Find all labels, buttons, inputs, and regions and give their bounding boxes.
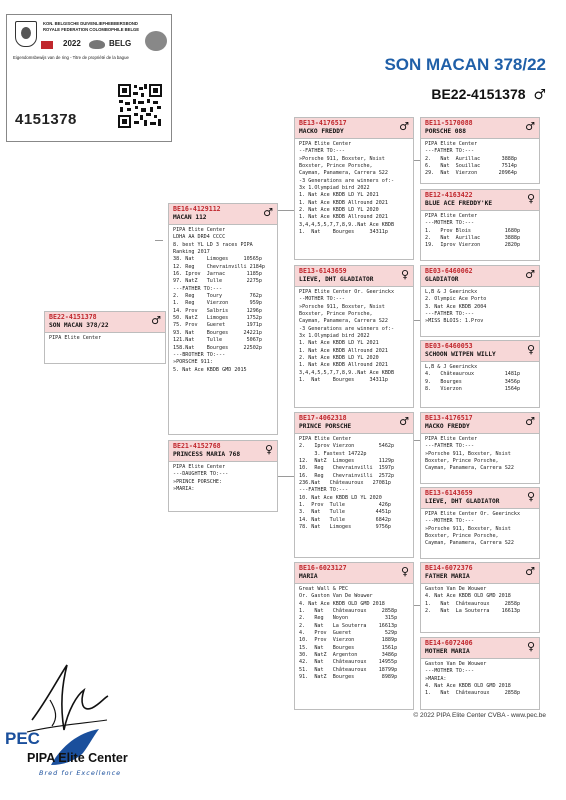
male-symbol-icon: ♂ bbox=[533, 87, 546, 103]
card-ring-id: BE03-6460062 bbox=[425, 267, 473, 275]
sex-symbol-icon: ♂ bbox=[399, 120, 409, 133]
card-pigeon-name: BLUE ACE FREDDY'KE bbox=[425, 200, 493, 207]
page-title: SON MACAN 378/22 bbox=[384, 55, 546, 74]
card-pigeon-name: MACAN 112 bbox=[173, 214, 207, 221]
pedigree-card-ggp-5 bbox=[420, 412, 540, 484]
card-pigeon-name: PRINCE PORSCHE bbox=[299, 423, 352, 430]
pedigree-card-dam bbox=[168, 440, 278, 512]
pedigree-card-ggp-4 bbox=[420, 340, 540, 408]
card-pigeon-name: FATHER MARIA bbox=[425, 573, 470, 580]
card-details: PIPA Elite Center bbox=[49, 335, 102, 341]
logo-tagline: Bred for Excellence bbox=[39, 769, 122, 777]
sex-symbol-icon: ♂ bbox=[151, 314, 161, 327]
card-details: Great Wall & PEC Or. Gaston Van De Wouwer 4. Nat Ace KBDB OLD GMD 2018 1. Nat Châteauroux 2858p 2. Reg Noyon 315p 2. Nat La Souterra 16613p 4. Prov Gueret 529p 10. Prov Vierzon 1889p 15. Nat Bourges 1561p 30. NatZ Argenton 3486p 42. Nat Châteauroux 14955p 51. Nat Châteauroux 18799p 91. NatZ Bourges 8989p bbox=[299, 586, 398, 681]
sex-symbol-icon: ♂ bbox=[525, 120, 535, 133]
sex-symbol-icon: ♀ bbox=[400, 565, 409, 578]
sex-symbol-icon: ♀ bbox=[526, 640, 535, 653]
card-ring-id: BE14-6072376 bbox=[425, 564, 473, 572]
card-pigeon-name: GLADIATOR bbox=[425, 276, 459, 283]
card-ring-id: BE21-4152768 bbox=[173, 442, 221, 450]
card-details: PIPA Elite Center LDHA AA DRD4 CCCC 8. best YL LD 3 races PIPA Ranking 2017 38. Nat Limoges 10565p 12. Reg Chevrainvilli 2184p 16. Iprov Jarnac 1185p 97. NatZ Tulle 2275p ---FATHER TO:--- 2. Reg Toury 762p 1. Reg Vierzon 959p 14. Prov Salbris 1296p 50. NatZ Limoges 1752p 75. Prov Gueret 1971p 93. Nat Bourges 24221p 121.Nat Tulle 5067p 158.Nat Bourges 22502p ---BROTHER TO:--- »PORSCHE 911: 5. Nat Ace KBDB GMD 2015 bbox=[173, 227, 266, 373]
card-pigeon-name: PRINCESS MARIA 768 bbox=[173, 451, 241, 458]
sex-symbol-icon: ♀ bbox=[526, 343, 535, 356]
pedigree-card-ggp-2 bbox=[420, 189, 540, 261]
org-line-1: KON. BELGISCHE DUIVENLIEFHEBBERSBOND bbox=[43, 21, 138, 26]
pigeon-stamp-icon bbox=[145, 31, 167, 51]
card-header bbox=[169, 204, 277, 225]
qr-code-icon bbox=[117, 83, 163, 129]
pedigree-card-ggp-7 bbox=[420, 562, 540, 633]
card-pigeon-name: LIEVE, DHT GLADIATOR bbox=[425, 498, 500, 505]
ring-year: 2022 bbox=[63, 39, 81, 48]
ring-certificate bbox=[6, 14, 172, 142]
connector-line bbox=[278, 476, 294, 477]
card-ring-id: BE13-6143659 bbox=[299, 267, 347, 275]
card-ring-id: BE13-6143659 bbox=[425, 489, 473, 497]
card-details: PIPA Elite Center ---FATHER TO:--- 2. Nat Aurillac 3888p 6. Nat Souillac 7514p 29. Nat Vierzon 20964p bbox=[425, 141, 518, 177]
pedigree-card-sire bbox=[168, 203, 278, 435]
card-pigeon-name: MACKO FREDDY bbox=[299, 128, 344, 135]
sex-symbol-icon: ♂ bbox=[263, 206, 273, 219]
sex-symbol-icon: ♀ bbox=[264, 443, 273, 456]
card-header bbox=[295, 118, 413, 139]
card-header bbox=[421, 266, 539, 287]
ring-id-text: BE22-4151378 bbox=[431, 86, 526, 102]
card-ring-id: BE03-6460053 bbox=[425, 342, 473, 350]
pec-logo-text: PEC bbox=[5, 729, 40, 748]
sex-symbol-icon: ♀ bbox=[526, 192, 535, 205]
card-pigeon-name: PORSCHE 088 bbox=[425, 128, 466, 135]
card-ring-id: BE16-4129112 bbox=[173, 205, 221, 213]
flag-red-icon bbox=[41, 41, 53, 49]
pedigree-card-subject bbox=[44, 311, 166, 364]
card-header bbox=[421, 190, 539, 211]
card-header bbox=[421, 563, 539, 584]
card-details: PIPA Elite Center ---FATHER TO:--- »Porsche 911, Boxster, Nsist Boxster, Prince Porsche, Cayman, Panamera, Carrera S22 bbox=[425, 436, 514, 472]
card-header bbox=[421, 638, 539, 659]
kbdb-logo-icon bbox=[15, 21, 37, 47]
card-pigeon-name: MACKO FREDDY bbox=[425, 423, 470, 430]
card-pigeon-name: SON MACAN 378/22 bbox=[49, 322, 109, 329]
pec-logo bbox=[5, 727, 185, 787]
pedigree-card-ggp-1 bbox=[420, 117, 540, 184]
sex-symbol-icon: ♂ bbox=[525, 268, 535, 281]
card-ring-id: BE14-6072406 bbox=[425, 639, 473, 647]
card-header bbox=[295, 413, 413, 434]
card-ring-id: BE13-4176517 bbox=[425, 414, 473, 422]
sex-symbol-icon: ♀ bbox=[526, 490, 535, 503]
sex-symbol-icon: ♀ bbox=[400, 268, 409, 281]
sex-symbol-icon: ♂ bbox=[525, 415, 535, 428]
card-header bbox=[45, 312, 165, 333]
org-line-2: ROYALE FEDERATION COLOMBOPHILE BELGE bbox=[43, 27, 140, 32]
sex-symbol-icon: ♂ bbox=[525, 565, 535, 578]
card-details: Gaston Van De Wouwer 4. Nat Ace KBDB OLD GMD 2018 1. Nat Châteauroux 2858p 2. Nat La Souterra 16613p bbox=[425, 586, 521, 615]
pedigree-card-sire-sire bbox=[294, 117, 414, 260]
card-ring-id: BE16-6023127 bbox=[299, 564, 347, 572]
card-ring-id: BE12-4163422 bbox=[425, 191, 473, 199]
card-pigeon-name: MOTHER MARIA bbox=[425, 648, 470, 655]
connector-line bbox=[278, 210, 294, 211]
card-details: L,B & J Geerinckx 2. Olympic Ace Porto 3. Nat Ace KBDB 2004 ---FATHER TO:--- »MISS BLOIS: 1.Prov bbox=[425, 289, 487, 325]
card-header bbox=[169, 441, 277, 462]
card-header bbox=[421, 488, 539, 509]
pedigree-card-dam-sire bbox=[294, 412, 414, 558]
sex-symbol-icon: ♂ bbox=[399, 415, 409, 428]
card-details: PIPA Elite Center ---MOTHER TO:--- 1. Prov Blois 1680p 2. Nat Aurillac 3888p 19. Iprov Vierzon 2820p bbox=[425, 213, 521, 249]
card-ring-id: BE11-5170088 bbox=[425, 119, 473, 127]
card-details: PIPA Elite Center 2. Iprov Vierzon 5462p 3. Fastest 14722p 12. NatZ Limoges 1129p 10. Reg Chevrainvilli 1597p 16. Reg Chevrainvilli 2572p 236.Nat Châteauroux 27081p ---FATHER TO:--- 10. Nat Ace KBDB LD YL 2020 1. Prov Tulle 426p 3. Nat Tulle 4451p 14. Nat Tulle 6842p 78. Nat Limoges 9756p bbox=[299, 436, 395, 531]
copyright-text: © 2022 PIPA Elite Center CVBA - www.pec.be bbox=[413, 712, 546, 719]
card-details: Gaston Van De Wouwer ---MOTHER TO:--- »MARIA: 4. Nat Ace KBDB OLD GMD 2018 1. Nat Châteauroux 2858p bbox=[425, 661, 521, 697]
card-ring-id: BE13-4176517 bbox=[299, 119, 347, 127]
dove-icon bbox=[89, 40, 105, 49]
card-header bbox=[421, 118, 539, 139]
pedigree-card-dam-dam bbox=[294, 562, 414, 710]
card-details: PIPA Elite Center Or. Geerinckx ---MOTHER TO:--- »Porsche 911, Boxster, Nsist Boxster, Prince Porsche, Cayman, Panamera, Carrera S22 bbox=[425, 511, 521, 547]
card-header bbox=[421, 413, 539, 434]
ring-caption: Eigendomsbewijs van de ring - Titre de propriété de la bague bbox=[13, 55, 129, 60]
card-details: PIPA Elite Center --FATHER TO:--- »Porsche 911, Boxster, Nsist Boxster, Prince Porsche, Cayman, Panamera, Carrera S22 -3 Generations are winners of:- 3x 1.Olympiad bird 2022 1. Nat Ace KBDB LD YL 2021 1. Nat Ace KBDB Allround 2021 2. Nat Ace KBDB LD YL 2020 1. Nat Ace KBDB Allround 2021 3,4,4,5,5,7,7,8,9..Nat Ace KBDB 1. Nat Bourges 34311p bbox=[299, 141, 395, 236]
card-details: PIPA Elite Center ---DAUGHTER TO:--- »PRINCE PORSCHE: »MARIA: bbox=[173, 464, 229, 493]
card-ring-id: BE22-4151378 bbox=[49, 313, 97, 321]
card-pigeon-name: LIEVE, DHT GLADIATOR bbox=[299, 276, 374, 283]
pedigree-card-ggp-6 bbox=[420, 487, 540, 559]
card-pigeon-name: SCHOON WITPEN WILLY bbox=[425, 351, 496, 358]
ring-country: BELG bbox=[109, 39, 132, 48]
pedigree-card-sire-dam bbox=[294, 265, 414, 408]
logo-name: PIPA Elite Center bbox=[27, 751, 128, 765]
card-header bbox=[295, 266, 413, 287]
pedigree-card-ggp-8 bbox=[420, 637, 540, 710]
connector-line bbox=[155, 240, 163, 241]
ring-number: 4151378 bbox=[15, 111, 77, 128]
ring-id-heading bbox=[431, 86, 546, 103]
card-details: PIPA Elite Center Or. Geerinckx --MOTHER TO:--- »Porsche 911, Boxster, Nsist Boxster, Prince Porsche, Cayman, Panamera, Carrera S22 -3 Generations are winners of:- 3x 1.Olympiad bird 2022 1. Nat Ace KBDB LD YL 2021 1. Nat Ace KBDB Allround 2021 2. Nat Ace KBDB LD YL 2020 1. Nat Ace KBDB Allround 2021 3,4,4,5,5,7,7,8,9..Nat Ace KBDB 1. Nat Bourges 34311p bbox=[299, 289, 395, 384]
card-pigeon-name: MARIA bbox=[299, 573, 318, 580]
card-ring-id: BE17-4062318 bbox=[299, 414, 347, 422]
card-details: L,B & J Geerinckx 4. Châteauroux 1481p 9. Bourges 3456p 8. Vierzon 1564p bbox=[425, 364, 521, 393]
pedigree-card-ggp-3 bbox=[420, 265, 540, 337]
card-header bbox=[421, 341, 539, 362]
card-header bbox=[295, 563, 413, 584]
